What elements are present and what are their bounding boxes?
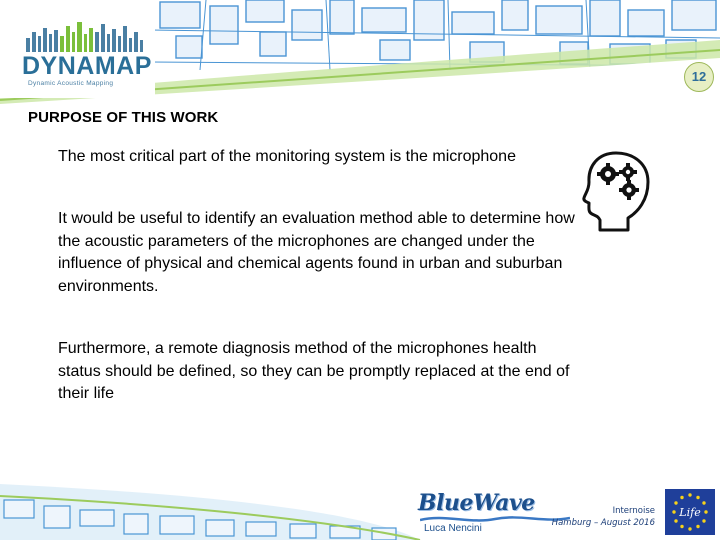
bluewave-wordmark: BlueWave: [418, 490, 535, 516]
eu-life-flag-icon: [665, 489, 715, 535]
conference-name: Internoise: [612, 506, 655, 516]
conference-info: [540, 505, 655, 529]
paragraph-3: Furthermore, a remote diagnosis method of the microphones health status should be defined, so they can be promptly replaced at the end of their life: [58, 340, 570, 402]
slide-title: PURPOSE OF THIS WORK: [28, 109, 219, 126]
city-skyline-icon: [26, 20, 151, 52]
author-name: Luca Nencini: [424, 523, 482, 534]
slide-number-badge: 12: [684, 62, 714, 92]
logo-subtitle: Dynamic Acoustic Mapping: [28, 80, 114, 87]
conference-date: Hamburg – August 2016: [551, 518, 655, 528]
flag-text: Life: [679, 506, 701, 519]
paragraph-2: It would be useful to identify an evaluation method able to determine how the acoustic parameters of the microphones are changed under the influence of physical and chemical agents found in urban and suburban environments.: [58, 210, 575, 295]
logo-wordmark: DYNAMAP: [22, 52, 152, 80]
paragraph-1: The most critical part of the monitoring system is the microphone: [58, 148, 516, 165]
head-gears-icon: [582, 150, 652, 232]
dynamap-logo: [20, 18, 150, 90]
